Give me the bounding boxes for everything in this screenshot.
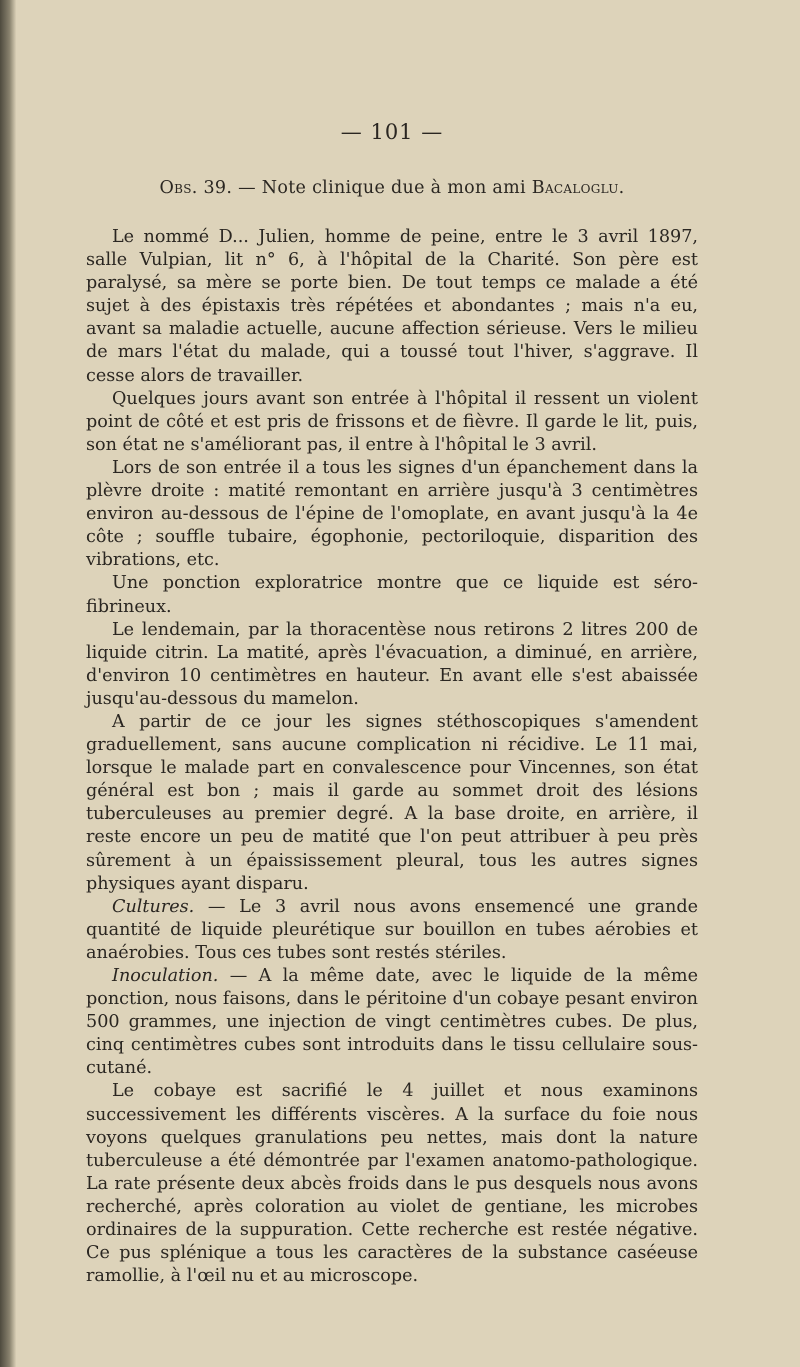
observation-title: Note clinique due à mon ami	[261, 178, 526, 198]
paragraph: Le nommé D... Julien, homme de peine, entre le 3 avril 1897, salle Vulpian, lit n° 6, à l'hôpital de la Charité. Son père est paralysé, sa mère se porte bien. De tout temps ce malade a été sujet à des épistaxis très répétées et abondantes ; mais n'a eu, avant sa maladie actuelle, aucune affection sérieuse. Vers le milieu de mars l'état du malade, qui a toussé tout l'hiver, s'aggrave. Il cesse alors de travailler.	[86, 227, 698, 386]
section-label-inoculation: Inoculation.	[112, 966, 219, 986]
observation-author: Bacaloglu.	[531, 178, 625, 198]
observation-number: 39. —	[203, 178, 256, 198]
page-number: — 101 —	[340, 120, 444, 144]
paragraph-cultures: Cultures. — Le 3 avril nous avons ensemencé une grande quantité de liquide pleurétique sur bouillon en tubes aérobies et anaérobies. Tous ces tubes sont restés stériles.	[86, 896, 698, 963]
paragraph: Lors de son entrée il a tous les signes d'un épanchement dans la plèvre droite : matité remontant en arrière jusqu'à 3 centimètres environ au-dessous de l'épine de l'omoplate, en avant jusqu'à la 4e côte ; souffle tubaire, égophonie, pectoriloquie, disparition des vibrations, etc.	[86, 457, 698, 571]
observation-prefix: Obs.	[159, 178, 198, 198]
paragraph: A partir de ce jour les signes stéthoscopiques s'amendent graduellement, sans aucune complication ni récidive. Le 11 mai, lorsque le malade part en convalescence pour Vincennes, son état général est bon ; mais il garde au sommet droit des lésions tuberculeuses au premier degré. A la base droite, en arrière, il reste encore un peu de matité que l'on peut attribuer à peu près sûrement à un épaississement pleural, tous les autres signes physiques ayant disparu.	[86, 711, 698, 894]
paragraph: Quelques jours avant son entrée à l'hôpital il ressent un violent point de côté et est pris de frissons et de fièvre. Il garde le lit, puis, son état ne s'améliorant pas, il entre à l'hôpital le 3 avril.	[86, 388, 698, 455]
section-label-cultures: Cultures.	[112, 896, 195, 917]
body-text	[86, 226, 698, 1288]
paragraph: Le cobaye est sacrifié le 4 juillet et nous examinons successivement les différents viscères. A la surface du foie nous voyons quelques granulations peu nettes, mais dont la nature tuberculeuse a été démontrée par l'examen anatomo-pathologique. La rate présente deux abcès froids dans le pus desquels nous avons recherché, après coloration au violet de gentiane, les microbes ordinaires de la suppuration. Cette recherche est restée négative. Ce pus splénique a tous les caractères de la substance caséeuse ramollie, à l'œil nu et au microscope.	[86, 1081, 698, 1287]
observation-heading	[86, 178, 698, 198]
paragraph: Une ponction exploratrice montre que ce liquide est séro-fibrineux.	[86, 573, 698, 617]
paragraph-inoculation: Inoculation. — A la même date, avec le liquide de la même ponction, nous faisons, dans le péritoine d'un cobaye pesant environ 500 grammes, une injection de vingt centimètres cubes. De plus, cinq centimètres cubes sont introduits dans le tissu cellulaire sous-cutané.	[86, 966, 698, 1079]
paragraph: Le lendemain, par la thoracentèse nous retirons 2 litres 200 de liquide citrin. La matité, après l'évacuation, a diminué, en arrière, d'environ 10 centimètres en hauteur. En avant elle s'est abaissée jusqu'au-dessous du mamelon.	[86, 619, 698, 709]
book-spine-shadow	[0, 0, 16, 1367]
